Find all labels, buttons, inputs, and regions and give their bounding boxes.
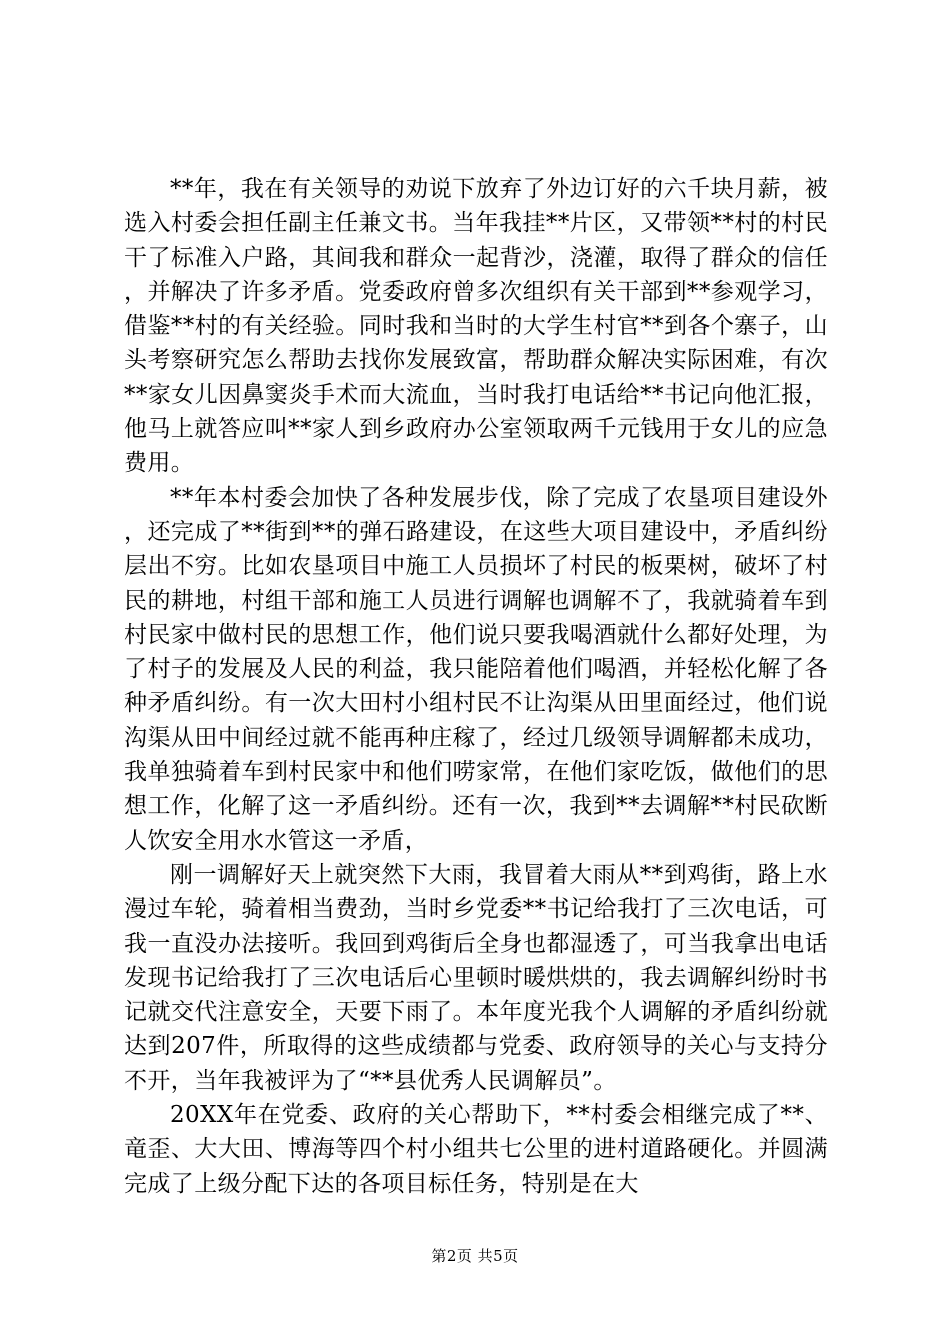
- paragraph-2: **年本村委会加快了各种发展步伐，除了完成了农垦项目建设外，还完成了**街到**的弹石路建设，在这些大项目建设中，矛盾纠纷层出不穷。比如农垦项目中施工人员损坏了村民的板栗树，破坏了村民的耕地，村组干部和施工人员进行调解也调解不了，我就骑着车到村民家中做村民的思想工作，他们说只要我喝酒就什么都好处理，为了村子的发展及人民的利益，我只能陪着他们喝酒，并轻松化解了各种矛盾纠纷。有一次大田村小组村民不让沟渠从田里面经过，他们说沟渠从田中间经过就不能再种庄稼了，经过几级领导调解都未成功，我单独骑着车到村民家中和他们唠家常，在他们家吃饭，做他们的思想工作，化解了这一矛盾纠纷。还有一次，我到**去调解**村民砍断人饮安全用水水管这一矛盾，: [124, 484, 828, 854]
- page-footer: [0, 1245, 950, 1266]
- paragraph-1: **年，我在有关领导的劝说下放弃了外边订好的六千块月薪，被选入村委会担任副主任兼文书。当年我挂**片区，又带领**村的村民干了标准入户路，其间我和群众一起背沙，浇灌，取得了群众的信任，并解决了许多矛盾。党委政府曾多次组织有关干部到**参观学习，借鉴**村的有关经验。同时我和当时的大学生村官**到各个寨子，山头考察研究怎么帮助去找你发展致富，帮助群众解决实际困难，有次**家女儿因鼻窦炎手术而大流血，当时我打电话给**书记向他汇报，他马上就答应叫**家人到乡政府办公室领取两千元钱用于女儿的应急费用。: [124, 176, 828, 477]
- paragraph-3: 刚一调解好天上就突然下大雨，我冒着大雨从**到鸡街，路上水漫过车轮，骑着相当费劲，当时乡党委**书记给我打了三次电话，可我一直没办法接听。我回到鸡街后全身也都湿透了，可当我拿出电话发现书记给我打了三次电话后心里顿时暖烘烘的，我去调解纠纷时书记就交代注意安全，天要下雨了。本年度光我个人调解的矛盾纠纷就达到207件，所取得的这些成绩都与党委、政府领导的关心与支持分不开，当年我被评为了“**县优秀人民调解员”。: [124, 861, 828, 1094]
- document-body: [124, 172, 828, 1201]
- page-number-label: 第2页 共5页: [431, 1247, 519, 1265]
- paragraph-4: 20XX年在党委、政府的关心帮助下，**村委会相继完成了**、竜歪、大大田、博海等四个村小组共七公里的进村道路硬化。并圆满完成了上级分配下达的各项目标任务，特别是在大: [124, 1102, 828, 1197]
